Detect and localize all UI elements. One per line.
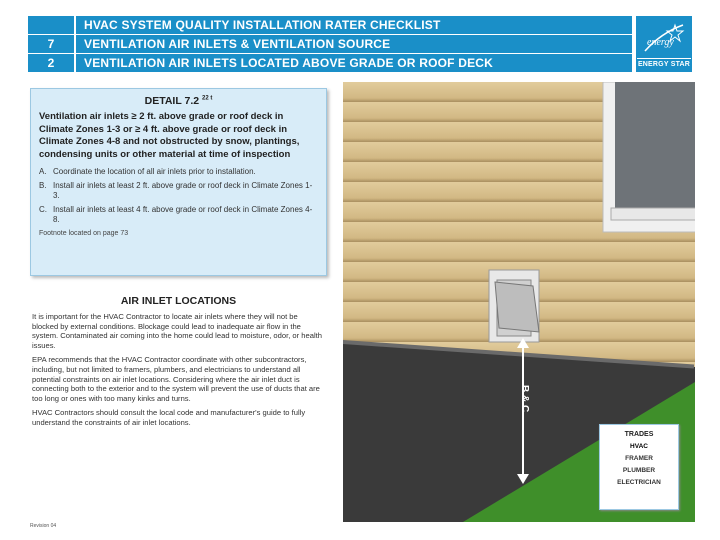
header-title-row xyxy=(28,16,632,34)
energy-script: energy xyxy=(647,37,674,48)
detail-footnote: Footnote located on page 73 xyxy=(39,229,129,237)
detail-step xyxy=(39,181,318,202)
air-inlet-vent xyxy=(489,270,539,342)
trades-heading: TRADES xyxy=(624,431,654,438)
section-number: 7 xyxy=(28,35,74,53)
energy-star-icon xyxy=(641,21,687,55)
step-letter: C. xyxy=(39,204,47,214)
energy-star-logo xyxy=(636,16,692,72)
trade-hvac: HVAC xyxy=(630,443,648,450)
item-title: VENTILATION AIR INLETS LOCATED ABOVE GRADE OR ROOF DECK xyxy=(76,54,632,72)
house-siding-photo xyxy=(343,82,695,522)
step-letter: A. xyxy=(39,167,47,176)
window xyxy=(603,82,695,232)
locations-paragraph: It is important for the HVAC Contractor to locate air inlets where they will not be blocked by external conditions. Blockage could lead to inadequate air flow in the system. Contaminated air coming into the home could lead to moisture, odor, or health issues. xyxy=(32,312,322,350)
item-number: 2 xyxy=(28,54,74,72)
step-letter: B. xyxy=(39,180,47,190)
section-title: VENTILATION AIR INLETS & VENTILATION SOURCE xyxy=(76,35,632,53)
step-text: Install air inlets at least 2 ft. above grade or roof deck in Climate Zones 1-3. xyxy=(53,180,313,200)
detail-box xyxy=(30,88,327,276)
detail-requirement: Ventilation air inlets ≥ 2 ft. above grade or roof deck in Climate Zones 1-3 or ≥ 4 ft. above grade or roof deck in Climate Zones 4-8 and not obstructed by snow, plantings, condensing units or other material at time of inspection xyxy=(39,111,300,160)
trades-box xyxy=(599,424,679,510)
step-text: Install air inlets at least 4 ft. above grade or roof deck in Climate Zones 4-8. xyxy=(53,204,313,224)
checklist-header xyxy=(28,16,632,72)
checklist-title: HVAC SYSTEM QUALITY INSTALLATION RATER CHECKLIST xyxy=(76,16,632,34)
detail-title-text: DETAIL 7.2 xyxy=(144,95,200,107)
detail-step xyxy=(39,205,318,226)
energy-star-text: ENERGY STAR xyxy=(637,58,691,68)
page-footer: Revision 04 xyxy=(30,523,57,529)
header-title-spacer xyxy=(28,16,74,34)
step-text: Coordinate the location of all air inlets prior to installation. xyxy=(53,167,256,176)
trade-electrician: ELECTRICIAN xyxy=(617,479,661,486)
detail-title xyxy=(39,95,318,107)
locations-body xyxy=(32,312,326,433)
dimension-label: B & C xyxy=(519,385,530,413)
locations-paragraph: HVAC Contractors should consult the local code and manufacturer's guide to fully understand the constraints of air inlet locations. xyxy=(32,408,306,427)
locations-paragraph: EPA recommends that the HVAC Contractor coordinate with other subcontractors, including, but not limited to framers, plumbers, and electricians to understand all potential constraints on air inlet locations. Considering where the air inlet duct is connecting both to the exterior and to the system will prevent the use of ducts that are too long or ones with too many kinks and turns. xyxy=(32,355,320,403)
trade-plumber: PLUMBER xyxy=(622,467,656,474)
detail-steps xyxy=(39,167,318,226)
locations-title: AIR INLET LOCATIONS xyxy=(120,295,237,307)
trade-framer: FRAMER xyxy=(625,455,653,462)
item-row xyxy=(28,54,632,72)
detail-step xyxy=(39,167,318,178)
detail-title-sup: 22 t xyxy=(202,95,213,102)
section-row xyxy=(28,35,632,53)
